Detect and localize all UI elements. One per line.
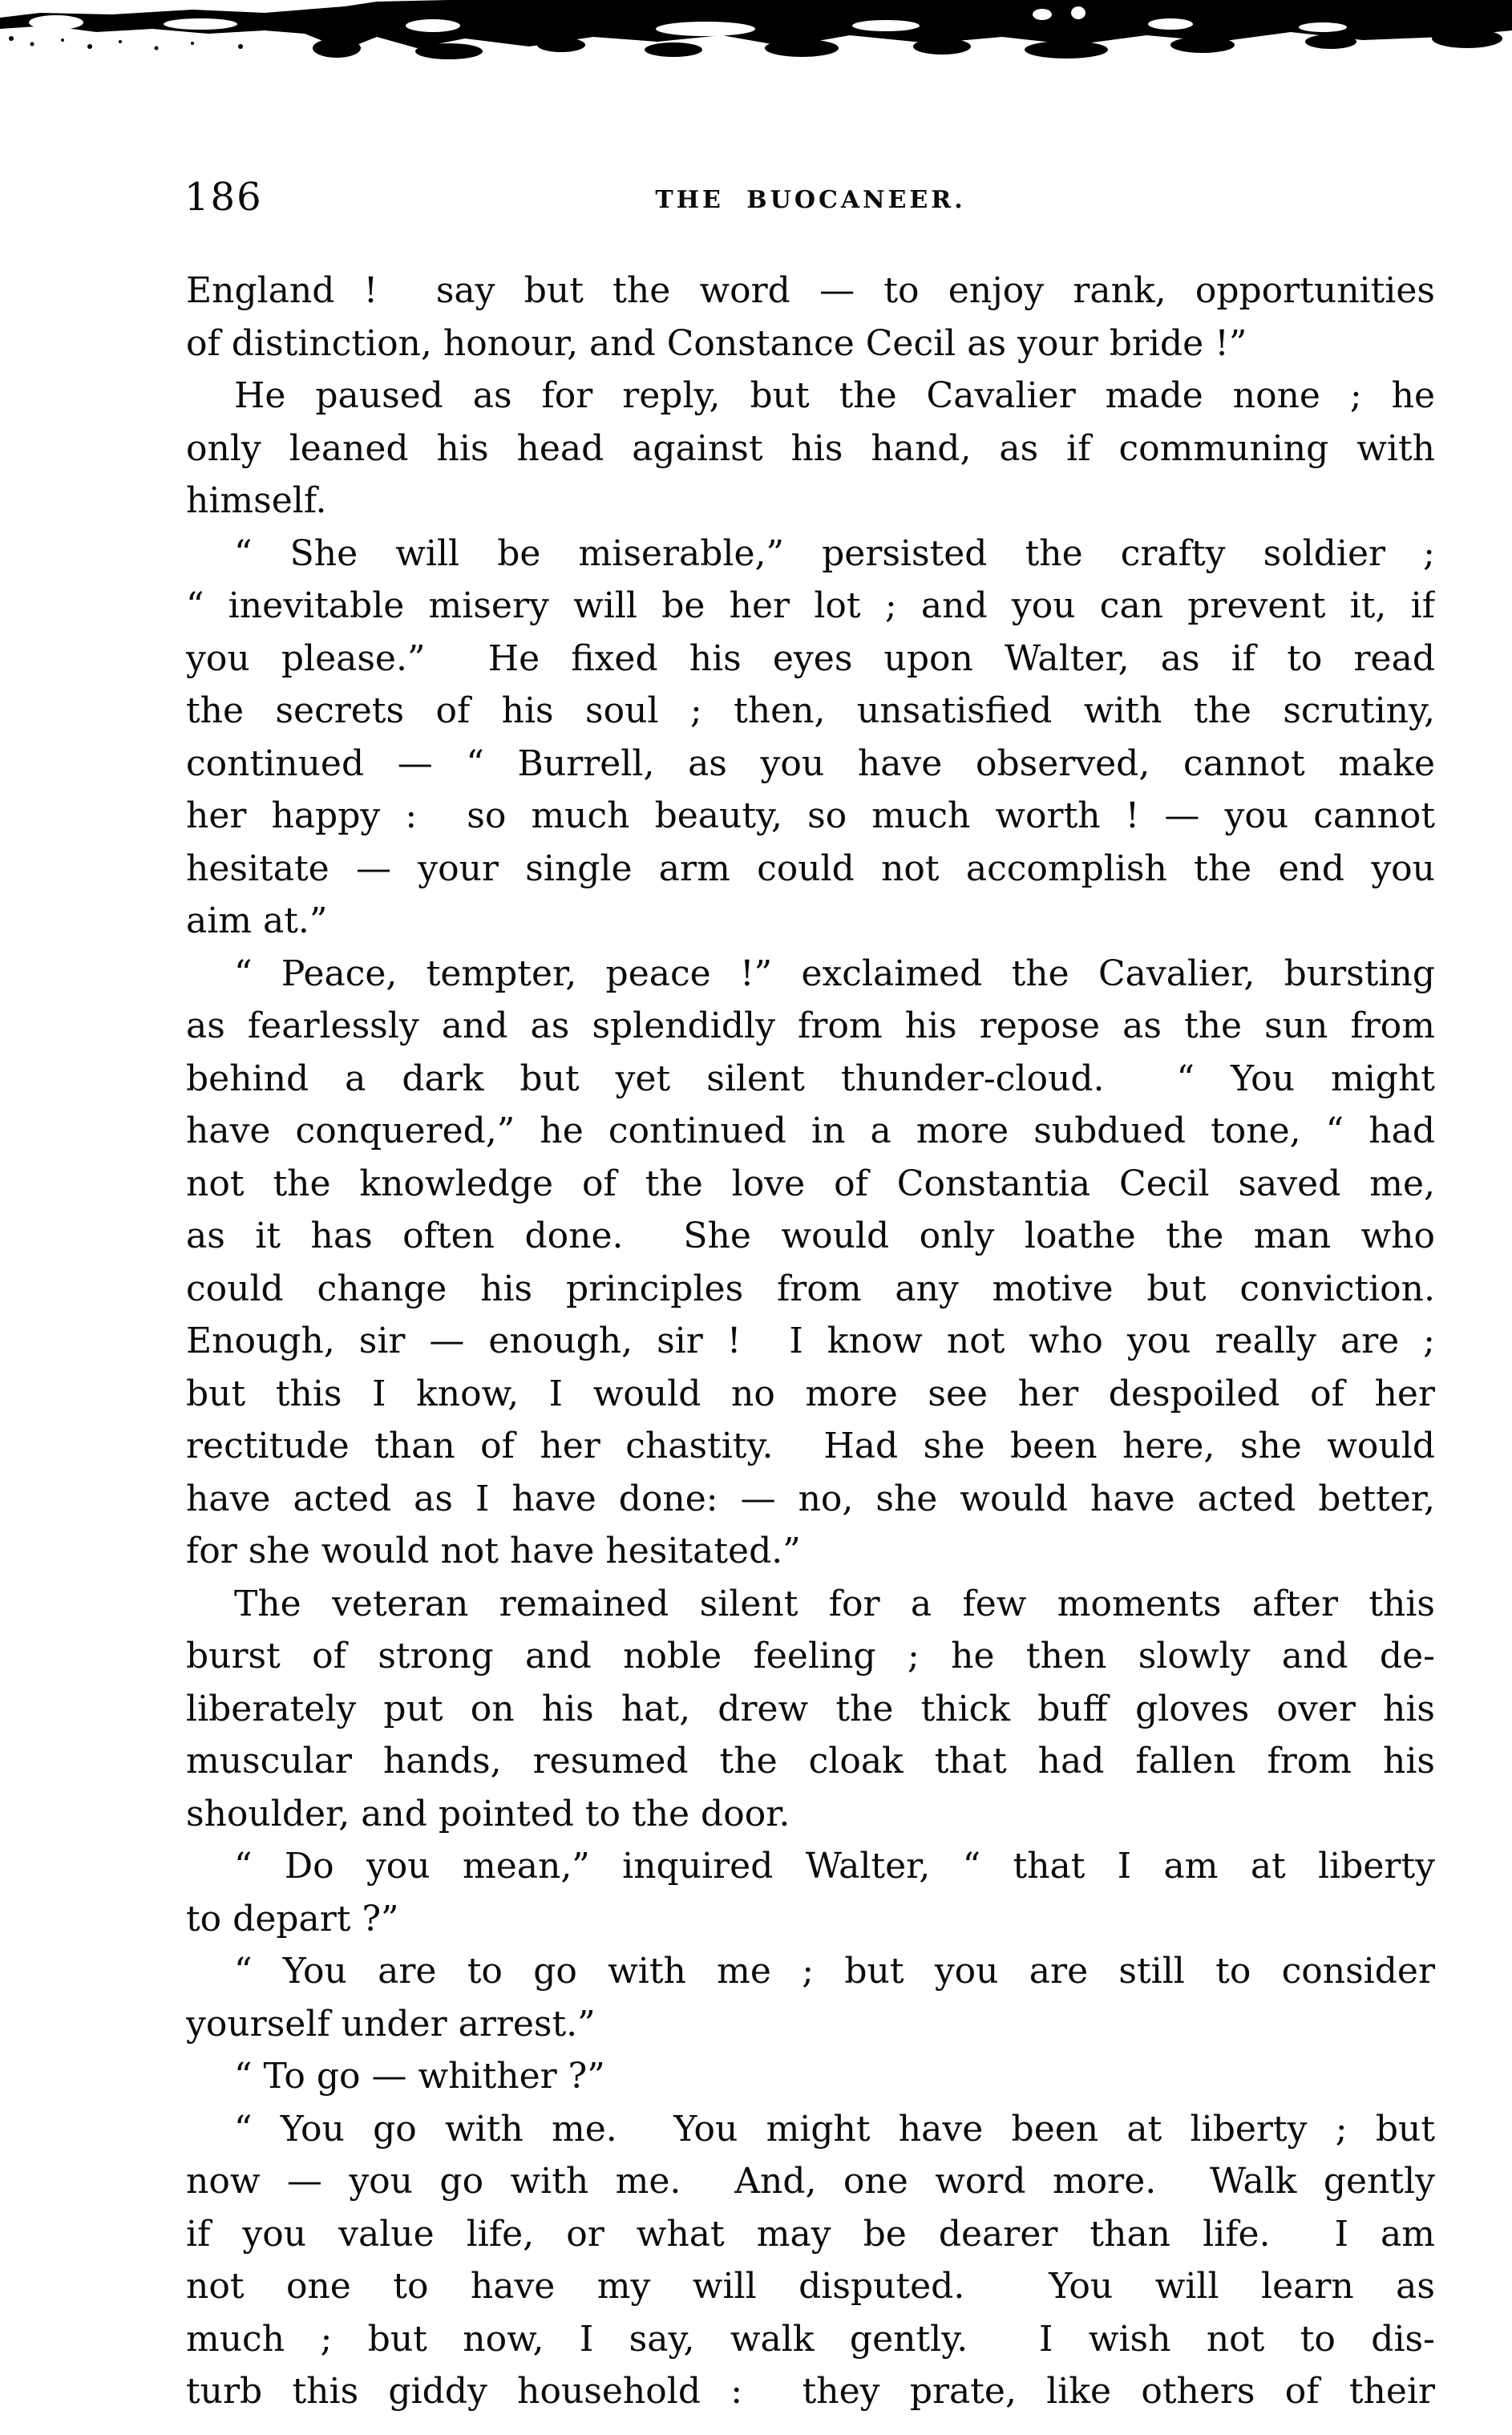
text-line: “ You are to go with me ; but you are still to consider <box>234 1951 1435 1992</box>
text-line: only leaned his head against his hand, as if communing with <box>186 427 1435 469</box>
text-line: not one to have my will disputed. You will learn as <box>186 2266 1435 2307</box>
text-line: now — you go with me. And, one word more. Walk gently <box>186 2161 1435 2202</box>
text-line: rectitude than of her chastity. Had she been here, she would <box>186 1426 1435 1466</box>
text-line: yourself under arrest.” <box>186 2003 596 2045</box>
text-line: continued — “ Burrell, as you have observed, cannot make <box>186 742 1435 784</box>
text-line: The veteran remained silent for a few moments after this <box>234 1583 1435 1624</box>
text-line: He paused as for reply, but the Cavalier made none ; he <box>234 375 1435 416</box>
text-line: “ You go with me. You might have been at liberty ; but <box>234 2108 1435 2150</box>
text-line: the secrets of his soul ; then, unsatisfied with the scrutiny, <box>186 690 1435 731</box>
text-line: burst of strong and noble feeling ; he then slowly and de- <box>186 1636 1435 1677</box>
text-line: muscular hands, resumed the cloak that had fallen from his <box>186 1741 1435 1782</box>
text-line: you please.” He fixed his eyes upon Walter, as if to read <box>186 637 1435 679</box>
page-text <box>186 265 1435 2418</box>
page-number: 186 <box>184 175 263 220</box>
text-line: as fearlessly and as splendidly from his repose as the sun from <box>186 1005 1435 1046</box>
text-line: could change his principles from any motive but conviction. <box>186 1268 1435 1309</box>
text-line: aim at.” <box>186 900 328 941</box>
text-line: “ Do you mean,” inquired Walter, “ that I am at liberty <box>234 1846 1435 1887</box>
text-line: turb this giddy household : they prate, like others of their <box>186 2371 1435 2412</box>
text-line: as it has often done. She would only loathe the man who <box>186 1215 1435 1256</box>
scan-artifact-band <box>0 0 1512 66</box>
text-line: have acted as I have done: — no, she would have acted better, <box>186 1478 1435 1519</box>
text-line: if you value life, or what may be dearer than life. I am <box>186 2213 1435 2255</box>
text-line: “ She will be miserable,” persisted the crafty soldier ; <box>234 532 1435 574</box>
text-line: have conquered,” he continued in a more subdued tone, “ had <box>186 1110 1435 1151</box>
text-line: shoulder, and pointed to the door. <box>186 1793 790 1834</box>
text-line: of distinction, honour, and Constance Cecil as your bride !” <box>186 322 1247 364</box>
text-line: Enough, sir — enough, sir ! I know not who you really are ; <box>186 1321 1435 1361</box>
text-line: but this I know, I would no more see her despoiled of her <box>186 1373 1435 1414</box>
text-line: hesitate — your single arm could not accomplish the end you <box>186 847 1435 889</box>
text-line: himself. <box>186 480 327 521</box>
text-line: much ; but now, I say, walk gently. I wish not to dis- <box>186 2318 1435 2360</box>
text-line: not the knowledge of the love of Constantia Cecil saved me, <box>186 1163 1435 1204</box>
text-line: England ! say but the word — to enjoy rank, opportunities <box>186 270 1435 311</box>
text-line: her happy : so much beauty, so much worth ! — you cannot <box>186 795 1435 836</box>
running-title: THE BUOCANEER. <box>655 186 966 214</box>
text-line: for she would not have hesitated.” <box>186 1531 801 1571</box>
text-line: liberately put on his hat, drew the thick buff gloves over his <box>186 1688 1435 1729</box>
text-line: “ Peace, tempter, peace !” exclaimed the Cavalier, bursting <box>234 953 1435 994</box>
text-line: to depart ?” <box>186 1898 399 1940</box>
text-line: “ To go — whither ?” <box>234 2056 605 2097</box>
text-line: behind a dark but yet silent thunder-cloud. “ You might <box>186 1058 1435 1099</box>
text-line: “ inevitable misery will be her lot ; and you can prevent it, if <box>186 585 1435 626</box>
